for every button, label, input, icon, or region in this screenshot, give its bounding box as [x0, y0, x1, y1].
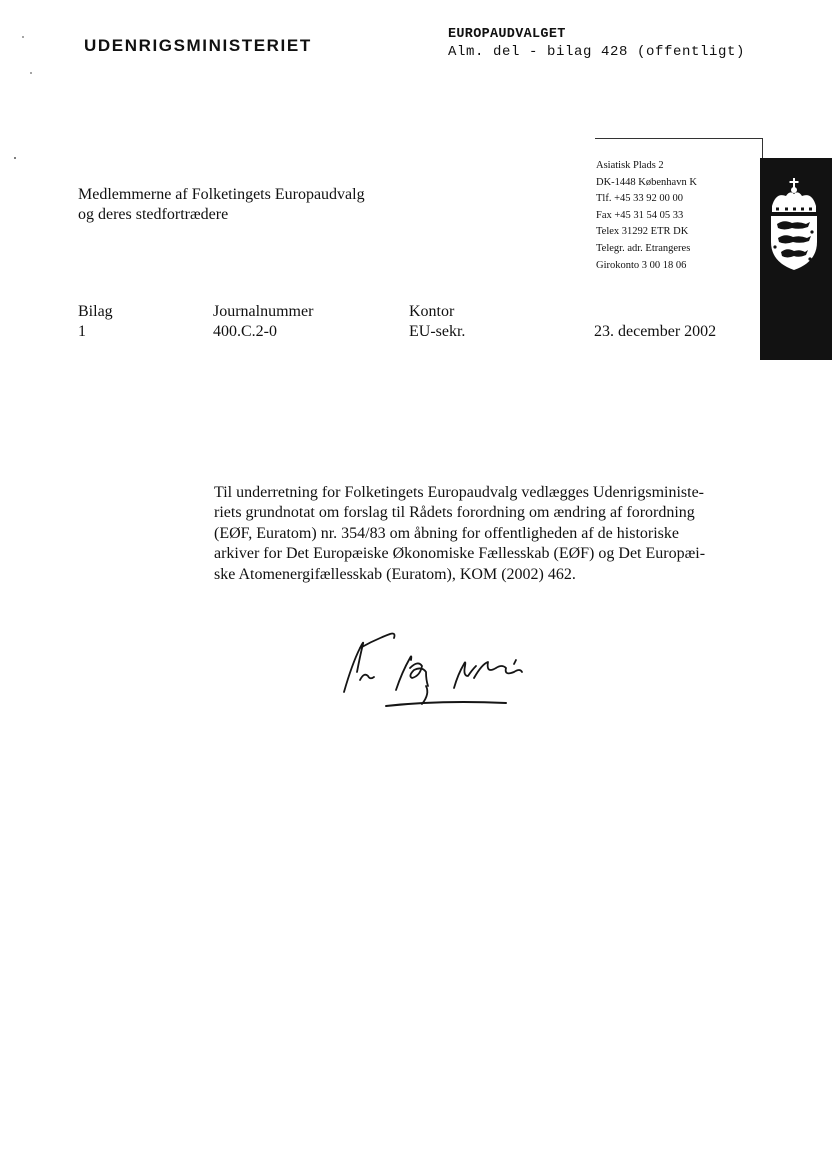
- body-line: riets grundnotat om forslag til Rådets forordning om ændring af forordning: [214, 504, 695, 522]
- address-divider: [762, 138, 763, 160]
- address-line: DK-1448 København K: [596, 176, 697, 188]
- scan-speck: [14, 157, 16, 159]
- body-line: Til underretning for Folketingets Europaudvalg vedlægges Udenrigsministe-: [214, 484, 705, 501]
- recipient-line: og deres stedfortrædere: [78, 206, 229, 223]
- body-line: (EØF, Euratom) nr. 354/83 om åbning for offentligheden af de historiske: [214, 524, 679, 542]
- bilag-value: 1: [78, 323, 86, 340]
- body-line: arkiver for Det Europæiske Økonomiske Fællesskab (EØF) og Det Europæi-: [214, 545, 706, 563]
- letter-date: 23. december 2002: [594, 323, 717, 340]
- bilag-label: Bilag: [78, 303, 113, 320]
- recipient-block: [78, 185, 365, 225]
- kontor-value: EU-sekr.: [409, 323, 466, 340]
- letter-body: [214, 483, 764, 585]
- address-line: Telex 31292 ETR DK: [596, 226, 689, 238]
- journal-value: 400.C.2-0: [213, 323, 277, 340]
- address-line: Asiatisk Plads 2: [596, 160, 664, 171]
- ministry-name: UDENRIGSMINISTERIET: [84, 36, 312, 55]
- address-line: Girokonto 3 00 18 06: [596, 259, 687, 271]
- recipient-line: Medlemmerne af Folketingets Europaudvalg: [78, 186, 365, 203]
- address-divider: [595, 138, 763, 139]
- journal-label: Journalnummer: [213, 303, 314, 320]
- scan-speck: [22, 36, 24, 38]
- address-line: Tlf. +45 33 92 00 00: [596, 193, 683, 205]
- signature-image: [330, 620, 550, 720]
- stamp-title: EUROPAUDVALGET: [448, 27, 566, 42]
- body-line: ske Atomenergifællesskab (Euratom), KOM (2002) 462.: [214, 565, 576, 583]
- address-line: Telegr. adr. Etrangeres: [596, 242, 691, 254]
- kontor-label: Kontor: [409, 303, 455, 320]
- stamp-subtitle: Alm. del - bilag 428 (offentligt): [448, 44, 746, 60]
- crest-icon: [766, 176, 822, 272]
- address-block: [596, 158, 697, 274]
- address-line: Fax +45 31 54 05 33: [596, 209, 684, 221]
- scan-speck: [30, 72, 32, 74]
